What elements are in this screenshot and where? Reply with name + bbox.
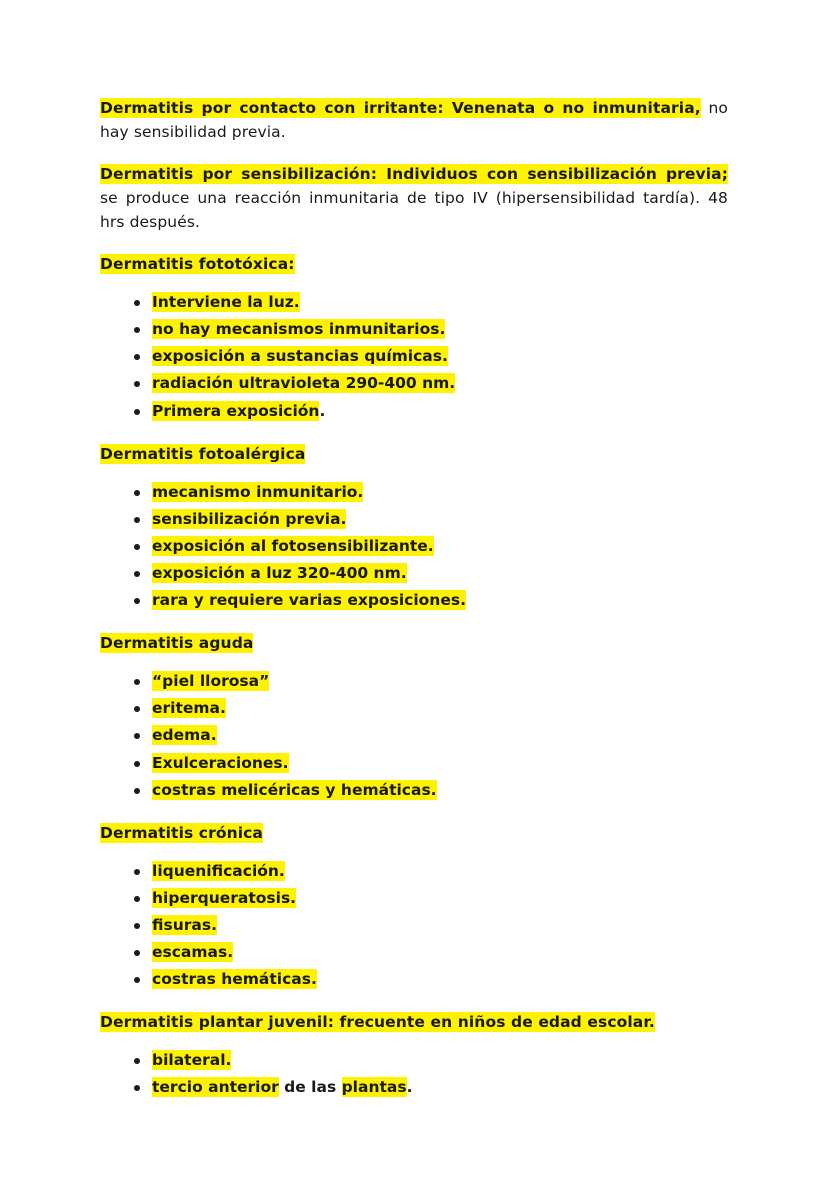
list-dermatitis-fototoxica bbox=[100, 290, 728, 424]
highlighted-text: “piel llorosa” bbox=[152, 672, 270, 691]
highlighted-text: costras melicéricas y hemáticas. bbox=[152, 780, 437, 799]
highlighted-text: rara y requiere varias exposiciones. bbox=[152, 591, 466, 610]
paragraph-dermatitis-contacto-irritante bbox=[100, 96, 728, 144]
list-item-mecanismo-inmunitario bbox=[134, 480, 728, 505]
list-item-costras-melicericeas-hematicas bbox=[134, 778, 728, 803]
list-dermatitis-fotoalergica bbox=[100, 480, 728, 614]
highlighted-text: Primera exposición bbox=[152, 401, 320, 420]
highlighted-text: sensibilización previa. bbox=[152, 509, 347, 528]
list-item-sensibilizacion-previa bbox=[134, 507, 728, 532]
list-item-eritema bbox=[134, 696, 728, 721]
highlighted-text: radiación ultravioleta 290-400 nm. bbox=[152, 374, 456, 393]
list-item-costras-hematicas bbox=[134, 967, 728, 992]
highlighted-text: exposición a luz 320-400 nm. bbox=[152, 563, 407, 582]
list-item-escamas bbox=[134, 940, 728, 965]
list-item-fisuras bbox=[134, 913, 728, 938]
plain-text: . bbox=[319, 401, 326, 420]
list-item-exposicion-luz-320-400 bbox=[134, 561, 728, 586]
highlighted-text: tercio anterior bbox=[152, 1078, 279, 1097]
highlighted-text: Dermatitis plantar juvenil: frecuente en niños de edad escolar. bbox=[100, 1013, 655, 1032]
highlighted-text: mecanismo inmunitario. bbox=[152, 482, 364, 501]
heading-dermatitis-plantar-juvenil bbox=[100, 1010, 728, 1034]
highlighted-text: Interviene la luz. bbox=[152, 293, 300, 312]
list-item-no-mecanismos-inmunitarios bbox=[134, 317, 728, 342]
highlighted-text: Dermatitis crónica bbox=[100, 823, 263, 842]
list-item-exposicion-fotosensibilizante bbox=[134, 534, 728, 559]
plain-text: de las bbox=[278, 1078, 342, 1097]
highlighted-text: Dermatitis aguda bbox=[100, 634, 254, 653]
list-item-radiacion-ultravioleta bbox=[134, 371, 728, 396]
highlighted-text: fisuras. bbox=[152, 916, 217, 934]
highlighted-text: plantas bbox=[341, 1078, 407, 1097]
highlighted-text: Dermatitis fotoalérgica bbox=[100, 444, 306, 463]
list-item-piel-llorosa bbox=[134, 669, 728, 694]
highlighted-text: Dermatitis por sensibilización: Individuos con sensibilización previa; bbox=[100, 165, 728, 184]
plain-text: no hay sensibilidad previa. bbox=[100, 99, 728, 142]
list-item-edema bbox=[134, 723, 728, 748]
highlighted-text: eritema. bbox=[152, 699, 226, 718]
list-dermatitis-cronica bbox=[100, 859, 728, 993]
list-item-bilateral bbox=[134, 1048, 728, 1073]
list-item-primera-exposicion bbox=[134, 399, 728, 424]
highlighted-text: liquenificación. bbox=[152, 861, 285, 880]
paragraph-dermatitis-sensibilizacion bbox=[100, 162, 728, 234]
highlighted-text: edema. bbox=[152, 726, 217, 745]
plain-text: se produce una reacción inmunitaria de tipo IV (hipersensibilidad tardía). 48 hrs después. bbox=[100, 189, 728, 232]
highlighted-text: Dermatitis fototóxica: bbox=[100, 255, 295, 274]
heading-dermatitis-aguda bbox=[100, 631, 728, 655]
highlighted-text: Dermatitis por contacto con irritante: Venenata o no inmunitaria, bbox=[100, 99, 701, 117]
list-item-interviene-luz bbox=[134, 290, 728, 315]
list-item-rara-varias-exposiciones bbox=[134, 588, 728, 613]
list-dermatitis-aguda bbox=[100, 669, 728, 803]
list-item-tercio-anterior-plantas bbox=[134, 1075, 728, 1100]
heading-dermatitis-fotoalergica bbox=[100, 442, 728, 466]
highlighted-text: Exulceraciones. bbox=[152, 753, 289, 772]
list-item-exposicion-sustancias-quimicas bbox=[134, 344, 728, 369]
document-body bbox=[100, 96, 728, 1101]
list-item-liquenificacion bbox=[134, 859, 728, 884]
highlighted-text: exposición a sustancias químicas. bbox=[152, 347, 448, 366]
highlighted-text: costras hemáticas. bbox=[152, 970, 317, 989]
highlighted-text: escamas. bbox=[152, 943, 234, 962]
heading-dermatitis-fototoxica bbox=[100, 252, 728, 276]
heading-dermatitis-cronica bbox=[100, 821, 728, 845]
highlighted-text: hiperqueratosis. bbox=[152, 888, 297, 907]
list-dermatitis-plantar-juvenil bbox=[100, 1048, 728, 1100]
highlighted-text: exposición al fotosensibilizante. bbox=[152, 536, 434, 555]
highlighted-text: no hay mecanismos inmunitarios. bbox=[152, 320, 446, 339]
list-item-hiperqueratosis bbox=[134, 886, 728, 911]
list-item-exulceraciones bbox=[134, 751, 728, 776]
plain-text: . bbox=[406, 1078, 413, 1097]
highlighted-text: bilateral. bbox=[152, 1051, 232, 1070]
